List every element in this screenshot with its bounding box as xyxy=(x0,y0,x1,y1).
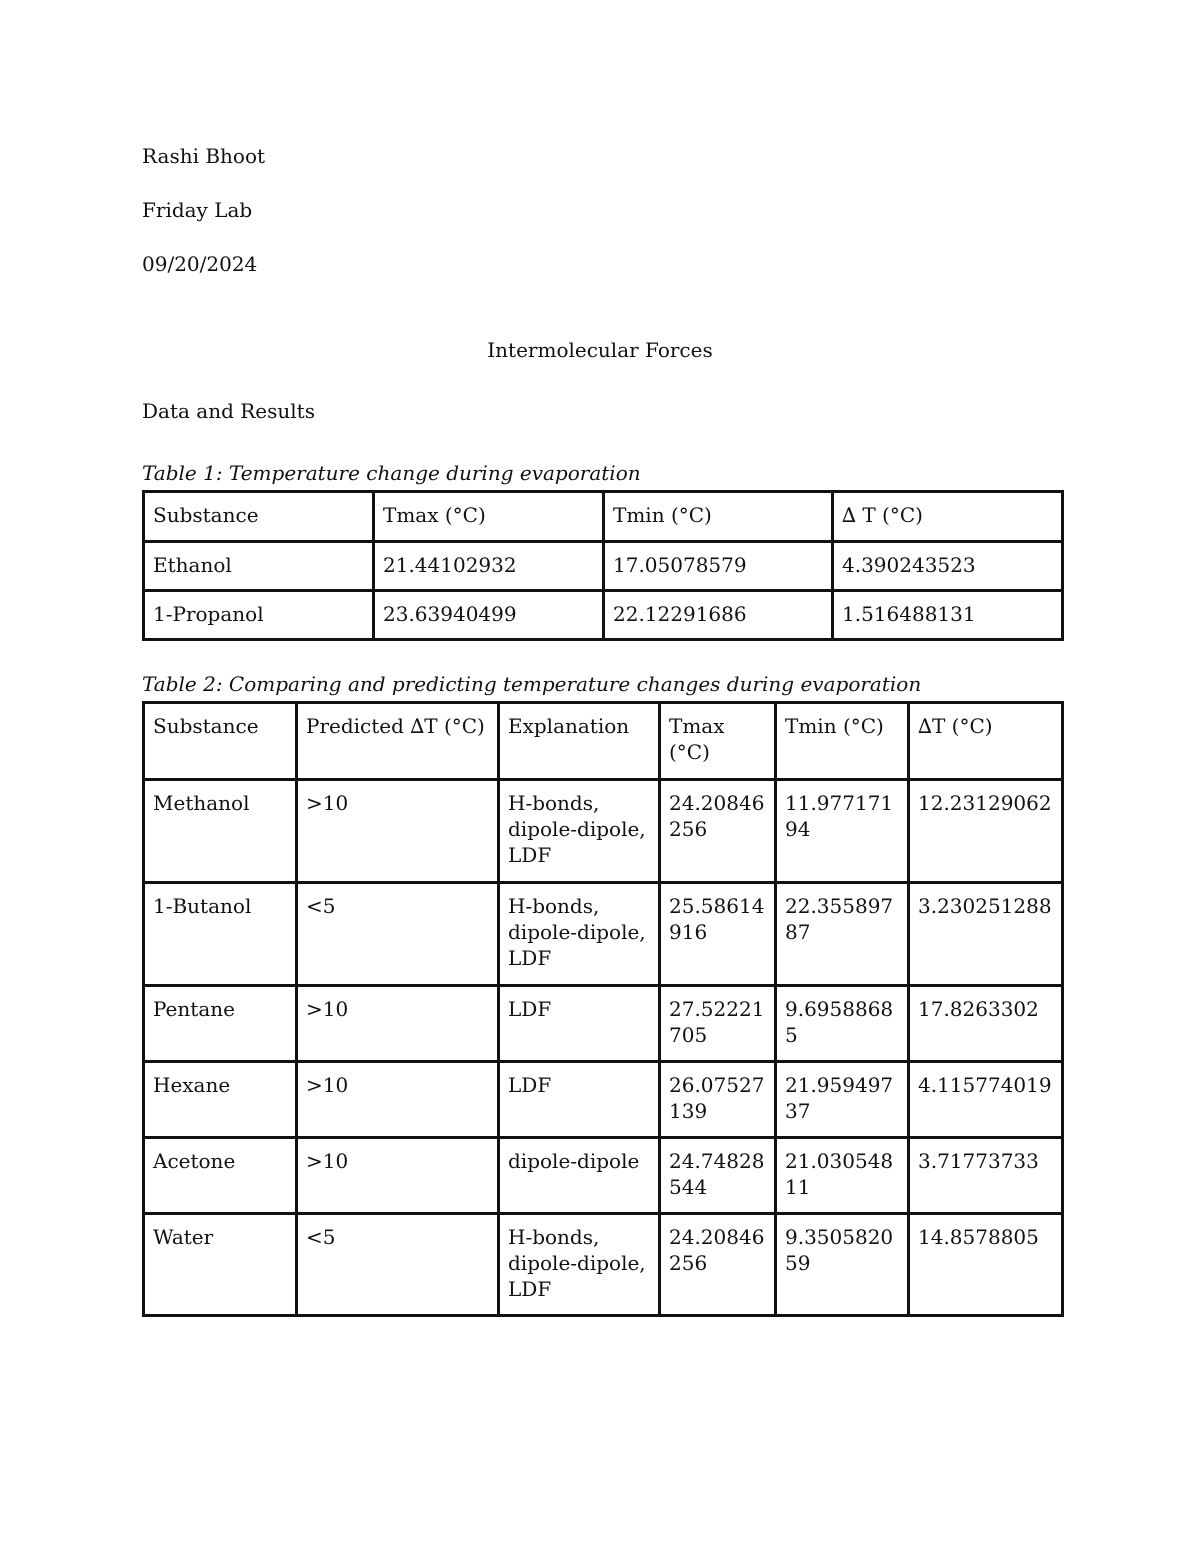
table-cell: Hexane xyxy=(144,1062,297,1138)
table-cell: 22.35589787 xyxy=(776,883,909,986)
table-cell: 9.350582059 xyxy=(776,1214,909,1316)
table-cell: Acetone xyxy=(144,1138,297,1214)
table-cell: 1-Butanol xyxy=(144,883,297,986)
table-cell: H-bonds, dipole-dipole, LDF xyxy=(499,780,660,883)
table-header-cell: Explanation xyxy=(499,703,660,780)
table-cell: H-bonds, dipole-dipole, LDF xyxy=(499,883,660,986)
table-cell: 26.07527139 xyxy=(660,1062,776,1138)
table-cell: 14.8578805 xyxy=(909,1214,1063,1316)
table-cell: 23.63940499 xyxy=(374,591,604,640)
table-cell: 21.44102932 xyxy=(374,542,604,591)
table-cell: 24.20846256 xyxy=(660,1214,776,1316)
table-row xyxy=(144,883,1063,986)
table-header-cell: Substance xyxy=(144,492,374,542)
section-heading: Data and Results xyxy=(142,399,315,423)
table-cell: dipole-dipole xyxy=(499,1138,660,1214)
author-name: Rashi Bhoot xyxy=(142,144,266,168)
table-cell: 1.516488131 xyxy=(833,591,1063,640)
table-cell: H-bonds, dipole-dipole, LDF xyxy=(499,1214,660,1316)
table-cell: >10 xyxy=(297,1062,499,1138)
table-cell: 3.71773733 xyxy=(909,1138,1063,1214)
table-cell: LDF xyxy=(499,1062,660,1138)
table-cell: Methanol xyxy=(144,780,297,883)
table-cell: 21.95949737 xyxy=(776,1062,909,1138)
table-cell: 27.52221705 xyxy=(660,986,776,1062)
table-cell: >10 xyxy=(297,986,499,1062)
table-cell: 17.8263302 xyxy=(909,986,1063,1062)
table-cell: 1-Propanol xyxy=(144,591,374,640)
table-cell: 25.58614916 xyxy=(660,883,776,986)
table-row xyxy=(144,1214,1063,1316)
table-row xyxy=(144,591,1063,640)
table2 xyxy=(142,701,1064,1317)
table-cell: <5 xyxy=(297,883,499,986)
table-cell: <5 xyxy=(297,1214,499,1316)
table-row xyxy=(144,780,1063,883)
table1-caption: Table 1: Temperature change during evaporation xyxy=(142,461,641,485)
table-header-cell: Tmin (°C) xyxy=(776,703,909,780)
table-cell: 24.20846256 xyxy=(660,780,776,883)
table1 xyxy=(142,490,1064,641)
table2-caption: Table 2: Comparing and predicting temperature changes during evaporation xyxy=(142,672,922,696)
table-cell: Water xyxy=(144,1214,297,1316)
table-row xyxy=(144,1062,1063,1138)
table-cell: LDF xyxy=(499,986,660,1062)
table-header-cell: Tmax (°C) xyxy=(660,703,776,780)
table-cell: 24.74828544 xyxy=(660,1138,776,1214)
table-cell: >10 xyxy=(297,780,499,883)
table-header-cell: Tmin (°C) xyxy=(604,492,833,542)
table-header-cell: ∆ T (°C) xyxy=(833,492,1063,542)
table-header-row xyxy=(144,492,1063,542)
table-cell: 9.69588685 xyxy=(776,986,909,1062)
table-header-cell: Tmax (°C) xyxy=(374,492,604,542)
lab-section: Friday Lab xyxy=(142,198,253,222)
document-title: Intermolecular Forces xyxy=(487,338,713,362)
table-row xyxy=(144,986,1063,1062)
table-row xyxy=(144,1138,1063,1214)
table-header-row xyxy=(144,703,1063,780)
table-cell: 3.230251288 xyxy=(909,883,1063,986)
table-cell: 21.03054811 xyxy=(776,1138,909,1214)
table-header-cell: ∆T (°C) xyxy=(909,703,1063,780)
table-cell: >10 xyxy=(297,1138,499,1214)
table-header-cell: Substance xyxy=(144,703,297,780)
table-cell: 12.23129062 xyxy=(909,780,1063,883)
table-header-cell: Predicted ∆T (°C) xyxy=(297,703,499,780)
table-cell: 4.115774019 xyxy=(909,1062,1063,1138)
table-cell: 11.97717194 xyxy=(776,780,909,883)
table-cell: 22.12291686 xyxy=(604,591,833,640)
table-cell: Ethanol xyxy=(144,542,374,591)
table-cell: Pentane xyxy=(144,986,297,1062)
table-cell: 17.05078579 xyxy=(604,542,833,591)
table-row xyxy=(144,542,1063,591)
report-date: 09/20/2024 xyxy=(142,252,258,276)
table-cell: 4.390243523 xyxy=(833,542,1063,591)
